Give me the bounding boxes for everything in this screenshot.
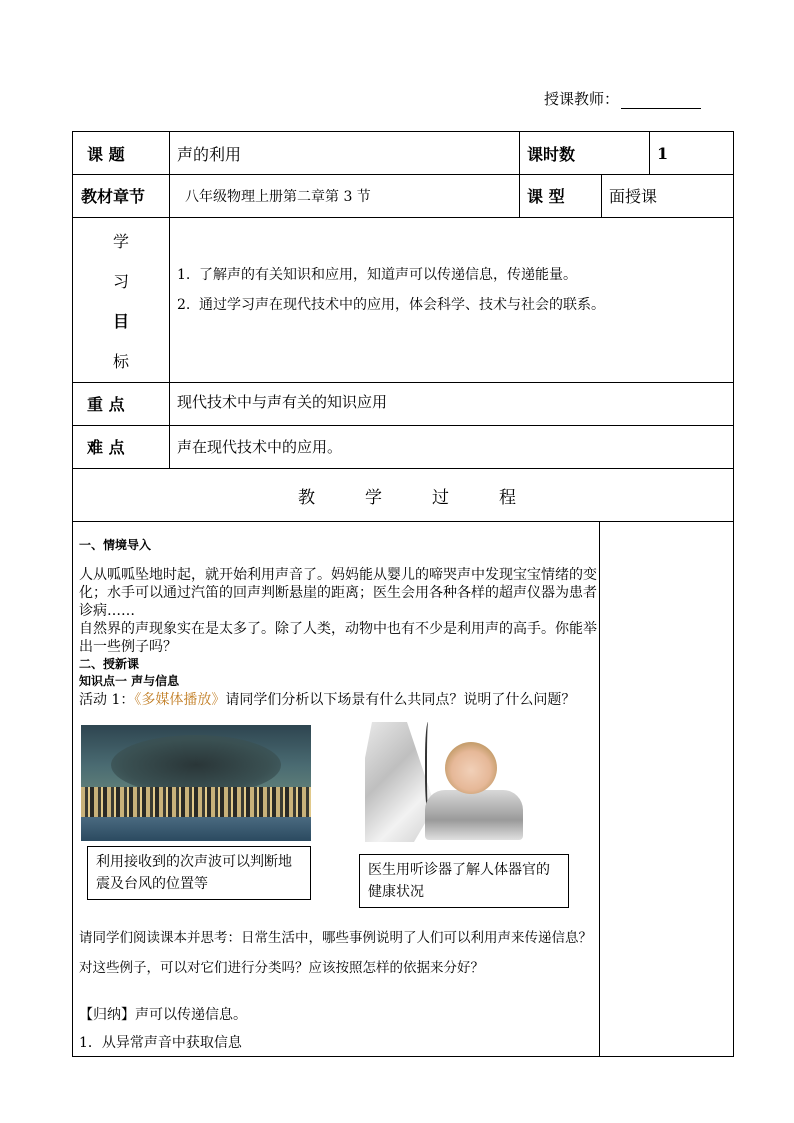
- goal-label-char: 学: [112, 231, 129, 251]
- summary-line: 【归纳】声可以传递信息。: [79, 1007, 247, 1023]
- question-line: 对这些例子，可以对它们进行分类吗？应该按照怎样的依据来分好？: [79, 960, 484, 976]
- type-label: 课 型: [527, 187, 565, 206]
- hours-label: 课时数: [527, 144, 576, 164]
- caption-infrasound: 利用接收到的次声波可以判断地震及台风的位置等: [87, 846, 311, 900]
- lesson-plan-table: [72, 131, 734, 1057]
- col-divider: [601, 174, 602, 217]
- hours-value: 1: [657, 143, 669, 163]
- goal-label-char: 习: [112, 271, 129, 291]
- teaching-process-title: 教 学 过 程: [298, 487, 516, 508]
- goals-list: [177, 260, 605, 320]
- col-divider: [599, 521, 600, 1056]
- difficulty-value: 声在现代技术中的应用。: [177, 438, 343, 456]
- chapter-label: 教材章节: [81, 187, 146, 206]
- point-line: 1．从异常声音中获取信息: [79, 1035, 242, 1051]
- row-divider: [73, 217, 733, 218]
- teacher-label: 授课教师：: [544, 90, 620, 108]
- col-divider: [519, 132, 520, 217]
- goal-item: 1. 了解声的有关知识和应用，知道声可以传递信息，传递能量。: [177, 267, 577, 283]
- section-heading: 一、情境导入: [79, 538, 152, 552]
- intro-paragraph: 人从呱呱坠地时起，就开始利用声音了。妈妈能从婴儿的啼哭声中发现宝宝情绪的变化；水手可以通过汽笛的回声判断悬崖的距离；医生会用各种各样的超声仪器为患者诊病……: [79, 567, 597, 619]
- goal-label-char: 目: [112, 311, 129, 331]
- doctor-stethoscope-image: [365, 722, 523, 852]
- difficulty-label: 难 点: [87, 438, 125, 457]
- topic-label: 课 题: [87, 144, 125, 164]
- type-value: 面授课: [609, 187, 658, 206]
- col-divider: [649, 132, 650, 174]
- col-divider: [169, 132, 170, 468]
- city-storm-image: [81, 725, 311, 841]
- activity-line: 活动 1：《多媒体播放》请同学们分析以下场景有什么共同点？说明了什么问题？: [79, 692, 576, 708]
- row-divider: [73, 521, 733, 522]
- teacher-field: [544, 88, 701, 109]
- section-heading: 二、授新课: [79, 657, 140, 671]
- caption-stethoscope: 医生用听诊器了解人体器官的健康状况: [359, 854, 569, 908]
- goal-item: 2. 通过学习声在现代技术中的应用，体会科学、技术与社会的联系。: [177, 297, 605, 313]
- key-point-label: 重 点: [87, 395, 125, 414]
- intro-paragraph: 自然界的声现象实在是太多了。除了人类，动物中也有不少是利用声的高手。你能举出一些例子吗？: [79, 621, 597, 655]
- key-point-value: 现代技术中与声有关的知识应用: [177, 392, 388, 411]
- topic-value: 声的利用: [177, 144, 242, 164]
- teaching-content: [79, 537, 597, 710]
- media-link[interactable]: 《多媒体播放》: [134, 692, 226, 708]
- knowledge-heading: 知识点一 声与信息: [79, 674, 180, 688]
- goal-label-char: 标: [112, 351, 129, 371]
- question-line: 请同学们阅读课本并思考：日常生活中，哪些事例说明了人们可以利用声来传递信息？: [79, 930, 592, 946]
- teacher-blank-line: [621, 94, 701, 109]
- goals-label: [73, 220, 169, 380]
- chapter-value: 八年级物理上册第二章第 3 节: [185, 188, 371, 205]
